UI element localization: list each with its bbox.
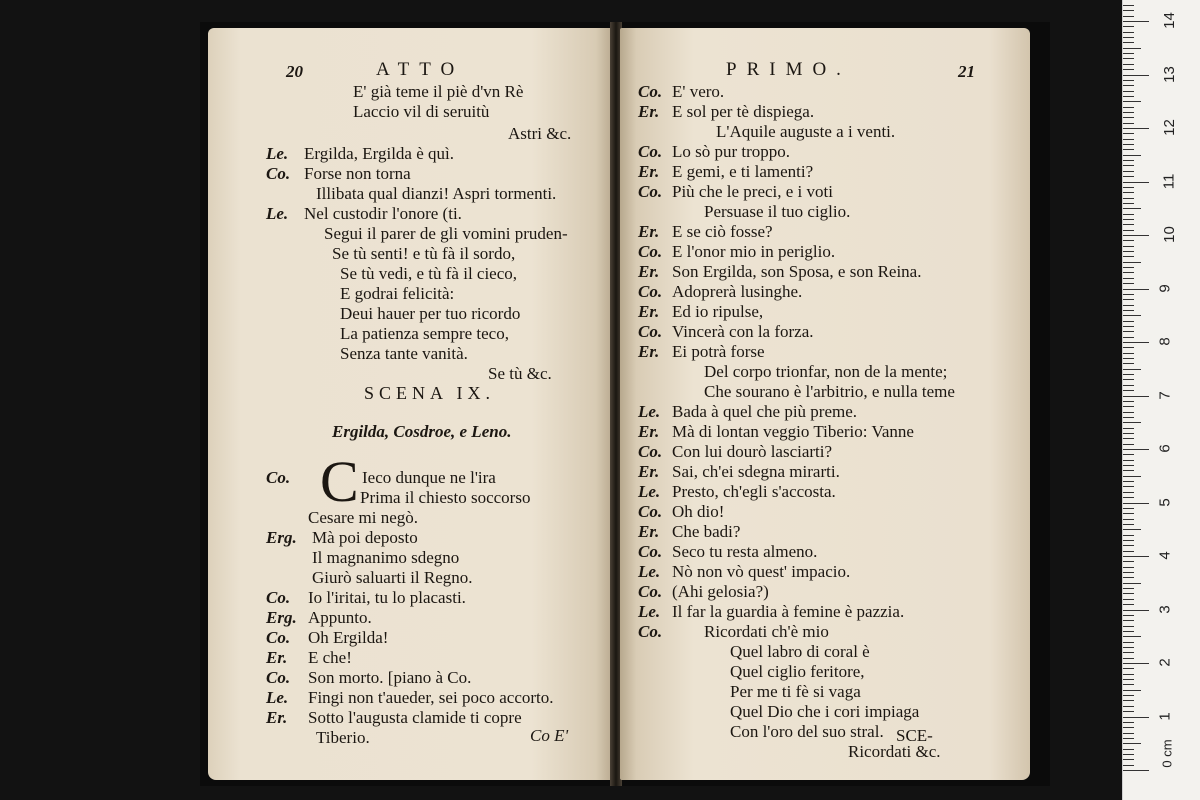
verse-line: Oh Ergilda! (308, 628, 389, 647)
ruler-tick (1123, 401, 1134, 402)
speaker-label: Co. (638, 82, 663, 101)
verse-line: Con lui dourò lasciarti? (672, 442, 833, 461)
verse-line: Quel ciglio feritore, (730, 662, 865, 681)
ruler-tick (1123, 599, 1134, 600)
verse-line: Quel labro di coral è (730, 642, 870, 661)
ruler-tick (1123, 294, 1134, 295)
speaker-label: Co. (266, 588, 291, 607)
ruler-tick (1123, 738, 1134, 739)
ruler-tick (1123, 674, 1134, 675)
speaker-label: Co. (266, 668, 291, 687)
ruler-tick (1123, 224, 1134, 225)
ruler-tick (1123, 289, 1149, 290)
ruler-tick (1123, 524, 1134, 525)
ruler-tick (1123, 588, 1134, 589)
ruler-tick (1123, 396, 1149, 397)
ruler-tick (1123, 37, 1134, 38)
speaker-label: Le. (638, 482, 661, 501)
ruler-tick (1123, 743, 1141, 744)
speaker-label: Co. (638, 142, 663, 161)
ruler-tick (1123, 577, 1134, 578)
verse-line: Ieco dunque ne l'ira (362, 468, 496, 487)
verse-line: Mà poi deposto (312, 528, 418, 547)
verse-line: Fingi non t'aueder, sei poco accorto. (308, 688, 554, 707)
ruler-tick (1123, 21, 1149, 22)
ruler-tick (1123, 117, 1134, 118)
ruler-tick (1123, 128, 1149, 129)
speaker-label: Le. (266, 688, 289, 707)
ruler-tick (1123, 165, 1134, 166)
ruler-number: 2 (1156, 658, 1174, 667)
ruler-tick (1123, 492, 1134, 493)
verse-line: Il far la guardia à femine è pazzia. (672, 602, 905, 621)
verse-line: Forse non torna (304, 164, 411, 183)
speaker-label: Co. (638, 242, 663, 261)
ruler-tick (1123, 235, 1149, 236)
ruler-tick (1123, 428, 1134, 429)
scene-title: SCENA IX. (364, 383, 496, 403)
ruler-tick (1123, 551, 1134, 552)
ruler-tick (1123, 315, 1141, 316)
speaker-label: Le. (266, 204, 289, 223)
ruler-tick (1123, 26, 1134, 27)
verse-line: Sai, ch'ei sdegna mirarti. (672, 462, 840, 481)
verse-line: Deui hauer per tuo ricordo (340, 304, 521, 323)
speaker-label: Er. (638, 222, 660, 241)
measuring-ruler (1122, 0, 1200, 800)
ruler-tick (1123, 219, 1134, 220)
ruler-number: 11 (1160, 173, 1178, 189)
verse-line: Persuase il tuo ciglio. (704, 202, 851, 221)
ruler-tick (1123, 112, 1134, 113)
ruler-tick (1123, 449, 1149, 450)
ruler-tick (1123, 540, 1134, 541)
ruler-tick (1123, 610, 1149, 611)
verse-line: Se tù vedi, e tù fà il cieco, (340, 264, 518, 283)
speaker-label: Co. (638, 442, 663, 461)
ruler-tick (1123, 535, 1134, 536)
speaker-label: Co. (266, 628, 291, 647)
ruler-number: 13 (1160, 65, 1178, 83)
verse-line: Ed io ripulse, (672, 302, 764, 321)
ruler-tick (1123, 422, 1141, 423)
speaker-label: Co. (638, 622, 663, 641)
ruler-tick (1123, 5, 1134, 6)
ruler-tick (1123, 615, 1134, 616)
verse-line: E che! (308, 648, 352, 667)
verse-line: Se tù senti! e tù fà il sordo, (332, 244, 516, 263)
verse-line: Ricordati ch'è mio (704, 622, 829, 641)
speaker-label: Co. (638, 182, 663, 201)
ruler-tick (1123, 149, 1134, 150)
ruler-tick (1123, 690, 1141, 691)
verse-line: Segui il parer de gli vomini pruden- (324, 224, 568, 243)
catchword: SCE- (896, 726, 933, 745)
verse-line: Ergilda, Ergilda è quì. (304, 144, 454, 163)
ruler-tick (1123, 465, 1134, 466)
ruler-tick (1123, 58, 1134, 59)
ruler-number: 5 (1156, 497, 1174, 507)
ruler-tick (1123, 631, 1134, 632)
ruler-number: 3 (1156, 604, 1174, 614)
speaker-label: Co. (638, 582, 663, 601)
ruler-tick (1123, 749, 1134, 750)
ruler-tick (1123, 240, 1134, 241)
ruler-tick (1123, 155, 1141, 156)
verse-line: Ricordati &c. (848, 742, 941, 761)
verse-line: Mà di lontan veggio Tiberio: Vanne (672, 422, 914, 441)
speaker-label: Co. (266, 164, 291, 183)
page-number: 21 (958, 62, 975, 81)
verse-line: (Ahi gelosia?) (672, 582, 769, 601)
speaker-label: Er. (266, 648, 288, 667)
ruler-tick (1123, 321, 1134, 322)
ruler-tick (1123, 80, 1134, 81)
ruler-tick (1123, 369, 1141, 370)
verse-line: Per me ti fè si vaga (730, 682, 861, 701)
ruler-tick (1123, 390, 1134, 391)
speaker-label: Er. (638, 422, 660, 441)
ruler-tick (1123, 42, 1134, 43)
verse-line: Oh dio! (672, 502, 725, 521)
verse-line: Nò non vò quest' impacio. (672, 562, 851, 581)
ruler-tick (1123, 203, 1134, 204)
ruler-tick (1123, 486, 1134, 487)
speaker-label: Co. (638, 322, 663, 341)
ruler-tick (1123, 733, 1134, 734)
ruler-tick (1123, 663, 1149, 664)
verse-line: Quel Dio che i cori impiaga (730, 702, 920, 721)
ruler-tick (1123, 481, 1134, 482)
ruler-tick (1123, 358, 1134, 359)
ruler-number: 8 (1156, 337, 1174, 346)
verse-line: Son morto. [piano à Co. (308, 668, 472, 687)
ruler-tick (1123, 379, 1134, 380)
speaker-label: Er. (638, 302, 660, 321)
verse-line: Nel custodir l'onore (ti. (304, 204, 462, 223)
speaker-label: Co. (638, 542, 663, 561)
ruler-number: 4 (1156, 551, 1174, 560)
ruler-tick (1123, 417, 1134, 418)
verse-line: E godrai felicità: (340, 284, 455, 303)
verse-line: Sotto l'augusta clamide ti copre (308, 708, 522, 727)
ruler-tick (1123, 529, 1141, 530)
ruler-tick (1123, 765, 1134, 766)
speaker-label: Er. (638, 342, 660, 361)
ruler-tick (1123, 10, 1134, 11)
verse-line: Laccio vil di seruitù (353, 102, 490, 121)
ruler-tick (1123, 668, 1134, 669)
ruler-tick (1123, 208, 1141, 209)
ruler-tick (1123, 182, 1149, 183)
verse-line: Il magnanimo sdegno (312, 548, 460, 567)
ruler-tick (1123, 353, 1134, 354)
ruler-tick (1123, 545, 1134, 546)
speaker-label: Le. (638, 562, 661, 581)
ruler-tick (1123, 326, 1134, 327)
ruler-unit-label: 0 cm (1159, 739, 1175, 768)
ruler-tick (1123, 107, 1134, 108)
ruler-tick (1123, 433, 1134, 434)
ruler-tick (1123, 636, 1141, 637)
ruler-tick (1123, 658, 1134, 659)
verse-line: Che sourano è l'arbitrio, e nulla teme (704, 382, 955, 401)
verse-line: E se ciò fosse? (672, 222, 773, 241)
ruler-tick (1123, 706, 1134, 707)
verse-line: Senza tante vanità. (340, 344, 468, 363)
ruler-tick (1123, 626, 1134, 627)
ruler-tick (1123, 160, 1134, 161)
ruler-tick (1123, 305, 1134, 306)
ruler-number: 10 (1160, 226, 1178, 243)
ruler-tick (1123, 647, 1134, 648)
speaker-label: Co. (638, 282, 663, 301)
verse-line: Astri &c. (508, 124, 572, 143)
speaker-label: Er. (638, 162, 660, 181)
verse-line: Seco tu resta almeno. (672, 542, 818, 561)
ruler-tick (1123, 299, 1134, 300)
verse-line: Illibata qual dianzi! Aspri tormenti. (316, 184, 557, 203)
ruler-tick (1123, 652, 1134, 653)
ruler-tick (1123, 32, 1134, 33)
ruler-tick (1123, 342, 1149, 343)
ruler-tick (1123, 230, 1134, 231)
ruler-tick (1123, 470, 1134, 471)
verse-line: E sol per tè dispiega. (672, 102, 815, 121)
ruler-tick (1123, 717, 1149, 718)
ruler-tick (1123, 251, 1134, 252)
speaker-label: Er. (638, 462, 660, 481)
ruler-tick (1123, 133, 1134, 134)
running-header: PRIMO. (726, 59, 851, 80)
running-header: ATTO (376, 59, 465, 80)
ruler-tick (1123, 711, 1134, 712)
verse-line: E' vero. (672, 82, 725, 101)
verse-line: Con l'oro del suo stral. (730, 722, 884, 741)
ruler-tick (1123, 187, 1134, 188)
ruler-tick (1123, 679, 1134, 680)
verse-line: Che badi? (672, 522, 741, 541)
speaker-label: Er. (266, 708, 288, 727)
verse-line: Del corpo trionfar, non de la mente; (704, 362, 948, 381)
page-number: 20 (286, 62, 303, 81)
verse-line: Giurò saluarti il Regno. (312, 568, 473, 587)
ruler-tick (1123, 497, 1134, 498)
ruler-tick (1123, 198, 1134, 199)
ruler-tick (1123, 684, 1134, 685)
ruler-tick (1123, 642, 1134, 643)
ruler-tick (1123, 96, 1134, 97)
verse-line: Cesare mi negò. (308, 508, 418, 527)
ruler-tick (1123, 700, 1134, 701)
ruler-tick (1123, 262, 1141, 263)
ruler-tick (1123, 246, 1134, 247)
speaker-label: Co. (266, 468, 291, 487)
verse-line: Vincerà con la forza. (672, 322, 814, 341)
verse-line: L'Aquile auguste a i venti. (716, 122, 896, 141)
ruler-tick (1123, 406, 1134, 407)
verse-line: Più che le preci, e i voti (672, 182, 833, 201)
ruler-tick (1123, 256, 1134, 257)
speaker-label: Le. (638, 402, 661, 421)
ruler-tick (1123, 363, 1134, 364)
ruler-number: 9 (1156, 283, 1174, 293)
ruler-tick (1123, 513, 1134, 514)
left-page (208, 28, 612, 780)
ruler-tick (1123, 722, 1134, 723)
ruler-tick (1123, 272, 1134, 273)
verse-line: Presto, ch'egli s'accosta. (672, 482, 836, 501)
ruler-tick (1123, 310, 1134, 311)
ruler-tick (1123, 754, 1134, 755)
ruler-tick (1123, 91, 1134, 92)
ruler-tick (1123, 283, 1134, 284)
verse-line: La patienza sempre teco, (340, 324, 509, 343)
verse-line: Se tù &c. (488, 364, 552, 383)
verse-line: Prima il chiesto soccorso (360, 488, 531, 507)
ruler-tick (1123, 567, 1134, 568)
ruler-tick (1123, 412, 1134, 413)
ruler-tick (1123, 64, 1134, 65)
ruler-tick (1123, 144, 1134, 145)
right-page (620, 28, 1030, 780)
ruler-tick (1123, 139, 1134, 140)
ruler-tick (1123, 476, 1141, 477)
ruler-tick (1123, 48, 1141, 49)
ruler-tick (1123, 556, 1149, 557)
ruler-tick (1123, 171, 1134, 172)
speaker-label: Le. (638, 602, 661, 621)
ruler-number: 6 (1156, 444, 1174, 453)
ruler-tick (1123, 69, 1134, 70)
ruler-tick (1123, 347, 1134, 348)
speaker-label: Er. (638, 522, 660, 541)
ruler-number: 12 (1160, 119, 1178, 136)
ruler-tick (1123, 620, 1134, 621)
ruler-tick (1123, 695, 1134, 696)
ruler-tick (1123, 75, 1149, 76)
verse-line: Ei potrà forse (672, 342, 765, 361)
ruler-tick (1123, 454, 1134, 455)
ruler-number: 14 (1160, 12, 1178, 29)
verse-line: Tiberio. (316, 728, 370, 747)
ruler-tick (1123, 770, 1149, 771)
ruler-tick (1123, 593, 1134, 594)
ruler-tick (1123, 460, 1134, 461)
speaker-label: Co. (638, 502, 663, 521)
ruler-tick (1123, 727, 1134, 728)
ruler-tick (1123, 123, 1134, 124)
ruler-tick (1123, 444, 1134, 445)
ruler-tick (1123, 438, 1134, 439)
ruler-tick (1123, 176, 1134, 177)
ruler-tick (1123, 572, 1134, 573)
speaker-label: Erg. (266, 528, 297, 547)
ruler-tick (1123, 583, 1141, 584)
ruler-tick (1123, 53, 1134, 54)
verse-line: E gemi, e ti lamenti? (672, 162, 814, 181)
verse-line: Adoprerà lusinghe. (672, 282, 803, 301)
verse-line: Lo sò pur troppo. (672, 142, 791, 161)
ruler-tick (1123, 16, 1134, 17)
scene-characters: Ergilda, Cosdroe, e Leno. (332, 422, 512, 441)
verse-line: Bada à quel che più preme. (672, 402, 858, 421)
ruler-tick (1123, 604, 1134, 605)
ruler-tick (1123, 214, 1134, 215)
ruler-tick (1123, 192, 1134, 193)
speaker-label: Erg. (266, 608, 297, 627)
ruler-tick (1123, 337, 1134, 338)
verse-line: E l'onor mio in periglio. (672, 242, 836, 261)
verse-line: E' già teme il piè d'vn Rè (353, 82, 524, 101)
ruler-tick (1123, 508, 1134, 509)
catchword: Co E' (530, 726, 569, 745)
speaker-label: Le. (266, 144, 289, 163)
verse-line: Appunto. (308, 608, 372, 627)
speaker-label: Er. (638, 102, 660, 121)
ruler-tick (1123, 374, 1134, 375)
ruler-tick (1123, 503, 1149, 504)
ruler-tick (1123, 85, 1134, 86)
ruler-tick (1123, 101, 1141, 102)
ruler-tick (1123, 278, 1134, 279)
ruler-tick (1123, 561, 1134, 562)
speaker-label: Er. (638, 262, 660, 281)
ruler-tick (1123, 385, 1134, 386)
open-book (200, 22, 1050, 786)
ruler-tick (1123, 331, 1134, 332)
verse-line: Io l'iritai, tu lo placasti. (308, 588, 466, 607)
ruler-tick (1123, 519, 1134, 520)
verse-line: Son Ergilda, son Sposa, e son Reina. (672, 262, 922, 281)
ruler-tick (1123, 759, 1134, 760)
drop-cap: C (320, 449, 359, 514)
ruler-tick (1123, 267, 1134, 268)
ruler-number: 7 (1156, 390, 1174, 400)
ruler-number: 1 (1156, 711, 1174, 721)
